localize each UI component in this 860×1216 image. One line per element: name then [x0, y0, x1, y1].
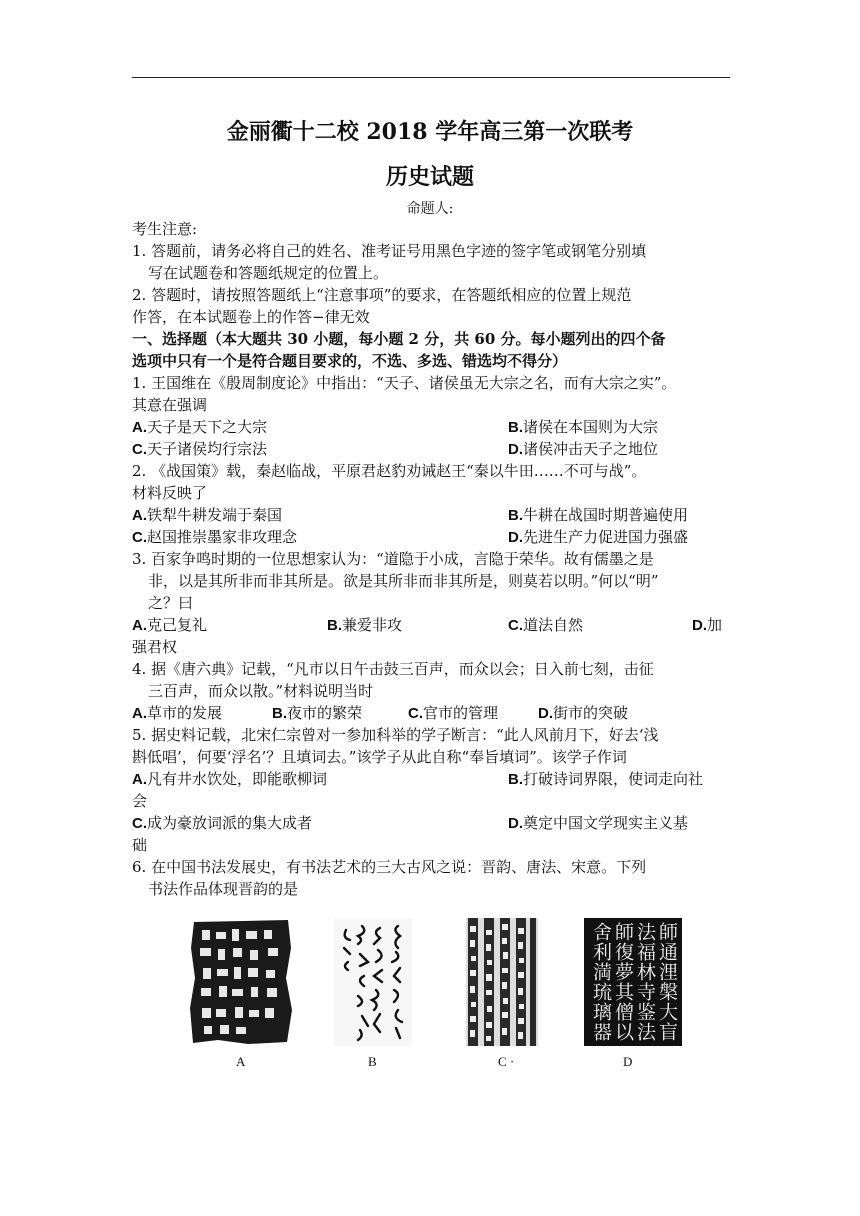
question-5-stem-cont: 斟低唱’，何要‘浮名’？且填词去。”该学子从此自称“奉旨填词”。该学子作词 [132, 748, 627, 766]
section-heading: 一、选择题（本大题共 30 小题，每小题 2 分，共 60 分。每小题列出的四个备 [132, 330, 666, 348]
question-4-stem: 4. 据《唐六典》记载，“凡市以日午击鼓三百声，而众以会；日入前七刻，击征 [132, 660, 654, 678]
calligraphy-images [180, 918, 700, 1068]
question-1-stem: 1. 王国维在《殷周制度论》中指出：“天子、诸侯虽无大宗之名，而有大宗之实”。 [132, 374, 677, 392]
option-b[interactable]: B.兼爱非攻 [327, 616, 403, 634]
calligraphy-image-c[interactable] [466, 918, 538, 1046]
option-a[interactable]: A.草市的发展 [132, 704, 223, 722]
option-c[interactable]: C.赵国推崇墨家非攻理念 [132, 528, 298, 546]
section-heading-cont: 选项中只有一个是符合题目要求的，不选、多选、错选均不得分） [132, 352, 568, 370]
option-d[interactable]: D.加 [692, 616, 723, 634]
exam-title: 金丽衢十二校 2018 学年高三第一次联考 [226, 119, 634, 145]
calligraphy-d-characters: 師通浬槃大盲法福林寺鉴法師復夢其僧以舍利満琉璃器 [590, 922, 678, 1042]
option-b[interactable]: B.牛耕在战国时期普遍使用 [508, 506, 689, 524]
option-c[interactable]: C.道法自然 [508, 616, 584, 634]
question-1-options-row2 [132, 438, 732, 460]
question-5-option-b-wrap: 会 [132, 792, 148, 810]
question-2-options-row2 [132, 526, 732, 548]
option-a[interactable]: A.铁犁牛耕发端于秦国 [132, 506, 283, 524]
option-b[interactable]: B.诸侯在本国则为大宗 [508, 418, 659, 436]
calligraphy-image-d[interactable] [584, 918, 682, 1046]
question-3-option-d-wrap: 强君权 [132, 638, 178, 656]
calligraphy-image-b[interactable] [334, 918, 412, 1046]
notice-item-2: 2. 答题时，请按照答题纸上“注意事项”的要求，在答题纸相应的位置上规范 [132, 286, 632, 304]
question-1-stem-cont: 其意在强调 [132, 396, 208, 414]
option-d[interactable]: D.奠定中国文学现实主义基 [508, 814, 689, 832]
question-4-stem-cont: 三百声，而众以散。”材料说明当时 [148, 682, 374, 700]
option-a[interactable]: A.凡有井水饮处，即能歌柳词 [132, 770, 328, 788]
question-5-stem: 5. 据史料记载，北宋仁宗曾对一参加科举的学子断言：“此人风前月下，好去‘浅 [132, 726, 659, 744]
question-2-stem: 2. 《战国策》载，秦赵临战，平原君赵豹劝诫赵王“秦以牛田……不可与战”。 [132, 462, 647, 480]
image-caption-b: B [368, 1054, 377, 1069]
question-2-options-row1 [132, 504, 732, 526]
author-label: 命题人: [406, 201, 454, 217]
question-3-options-row [132, 614, 732, 636]
question-5-option-d-wrap: 础 [132, 836, 148, 854]
option-b[interactable]: B.打破诗词界限，使词走向社 [508, 770, 704, 788]
option-c[interactable]: C.成为豪放词派的集大成者 [132, 814, 313, 832]
exam-content [132, 218, 732, 900]
question-6-stem: 6. 在中国书法发展史，有书法艺术的三大古风之说：晋韵、唐法、宋意。下列 [132, 858, 647, 876]
option-d[interactable]: D.街市的突破 [538, 704, 629, 722]
image-caption-c: C · [498, 1054, 515, 1069]
question-3-stem: 3. 百家争鸣时期的一位思想家认为：“道隐于小成，言隐于荣华。故有儒墨之是 [132, 550, 654, 568]
image-caption-d: D [623, 1054, 633, 1069]
notice-heading: 考生注意: [132, 220, 198, 238]
question-6-stem-cont: 书法作品体现晋韵的是 [148, 880, 299, 898]
option-a[interactable]: A.克己复礼 [132, 616, 208, 634]
notice-item-1: 1. 答题前，请务必将自己的姓名、准考证号用黑色字迹的签字笔或钢笔分别填 [132, 242, 647, 260]
question-3-stem-cont2: 之？曰 [148, 594, 194, 612]
option-c[interactable]: C.官市的管理 [408, 704, 499, 722]
option-c[interactable]: C.天子诸侯均行宗法 [132, 440, 268, 458]
question-2-stem-cont: 材料反映了 [132, 484, 208, 502]
option-d[interactable]: D.先进生产力促进国力强盛 [508, 528, 689, 546]
image-caption-a: A [236, 1054, 246, 1069]
notice-item-2-cont: 作答，在本试题卷上的作答−律无效 [132, 308, 370, 326]
header-rule [132, 77, 730, 78]
question-1-options-row1 [132, 416, 732, 438]
calligraphy-image-a[interactable] [188, 918, 294, 1046]
question-3-stem-cont: 非，以是其所非而非其所是。欲是其所非而非其所是，则莫若以明。”何以“明” [148, 572, 659, 590]
question-4-options-row [132, 702, 732, 724]
option-a[interactable]: A.天子是天下之大宗 [132, 418, 268, 436]
notice-item-1-cont: 写在试题卷和答题纸规定的位置上。 [148, 264, 389, 282]
subject-title: 历史试题 [385, 164, 474, 190]
option-d[interactable]: D.诸侯冲击天子之地位 [508, 440, 659, 458]
question-5-options-row1 [132, 768, 732, 790]
option-b[interactable]: B.夜市的繁荣 [272, 704, 363, 722]
question-5-options-row2 [132, 812, 732, 834]
